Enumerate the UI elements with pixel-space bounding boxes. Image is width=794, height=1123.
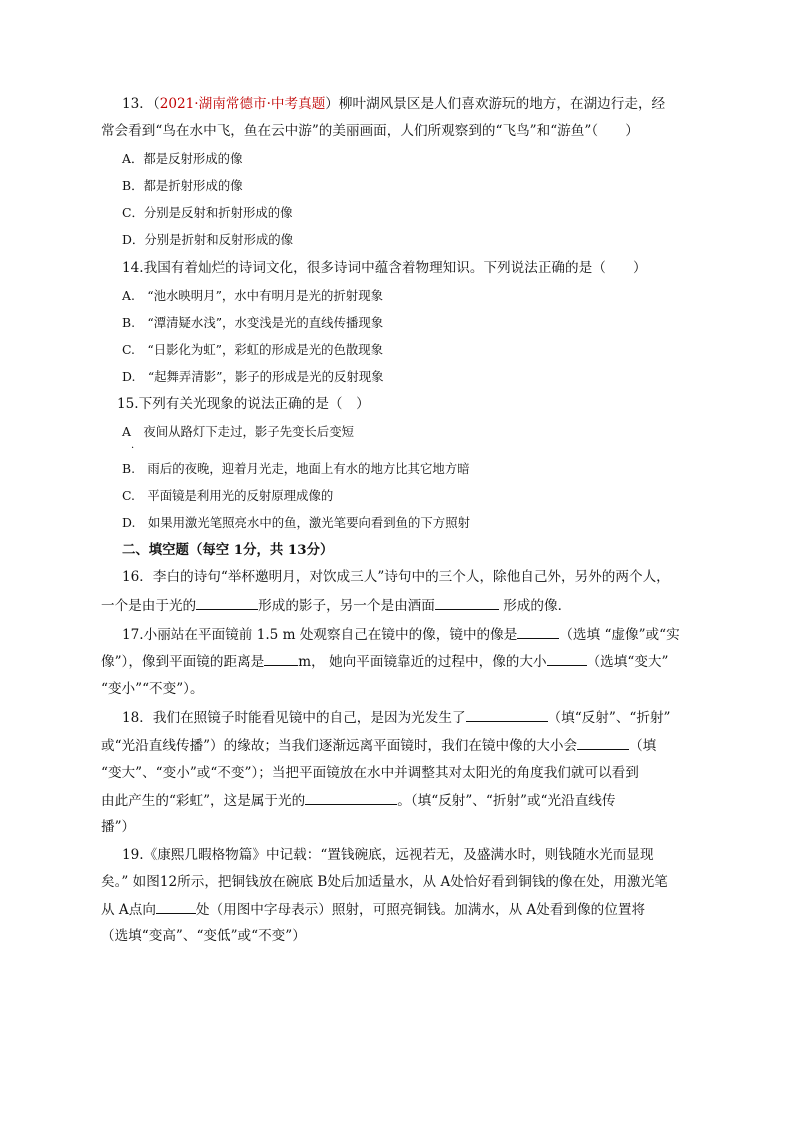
- q13-option-d: D．分别是折射和反射形成的像: [122, 232, 294, 247]
- answer-blank[interactable]: [305, 790, 397, 805]
- q18-line-3: “变大”、“变小”或“不变”）；当把平面镜放在水中并调整其对太阳光的角度我们就可以看到: [101, 765, 639, 781]
- q17-line-1: [122, 624, 680, 645]
- q13-option-c: C．分别是反射和折射形成的像: [122, 205, 293, 220]
- q14-option-d: D. “起舞弄清影”，影子的形成是光的反射现象: [122, 369, 384, 384]
- q14-option-c: C. “日影化为虹”，彩虹的形成是光的色散现象: [122, 342, 384, 357]
- q14-option-b: B. “潭清疑水浅”，水变浅是光的直线传播现象: [122, 315, 384, 330]
- text: 处（用图中字母表示）照射，可照亮铜钱。加满水，从 A处看到像的位置将: [195, 902, 646, 918]
- q15-option-a: A 夜间从路灯下走过，影子先变长后变短: [122, 424, 354, 439]
- q13-line-2: 常会看到“鸟在水中飞，鱼在云中游”的美丽画面，人们所观察到的“飞鸟”和“游鱼”（ ）: [101, 123, 639, 139]
- paren-close: ）: [325, 96, 339, 112]
- text: 从 A点向: [101, 902, 156, 918]
- question-number: 13．: [122, 96, 153, 112]
- question-source: 2021·湖南常德市·中考真题: [159, 96, 326, 112]
- question-text: 柳叶湖风景区是人们喜欢游玩的地方，在湖边行走，经: [338, 96, 666, 112]
- paren-open: （: [152, 96, 160, 112]
- answer-blank[interactable]: [547, 651, 587, 666]
- text: 。（填“反射”、“折射”或“光沿直线传: [397, 793, 616, 809]
- answer-blank[interactable]: [196, 595, 258, 610]
- answer-blank[interactable]: [577, 735, 629, 750]
- text: 17.小丽站在平面镜前 1.5 m 处观察自己在镜中的像，镜中的像是: [122, 627, 518, 643]
- q19-line-4: （选填“变高”、“变低”或“不变”）: [101, 928, 306, 944]
- answer-blank[interactable]: [517, 624, 559, 639]
- q16-line-1: 16．李白的诗句“举杯邀明月，对饮成三人”诗句中的三个人，除他自己外，另外的两个人，: [122, 569, 670, 585]
- q15-option-c: C. 平面镜是利用光的反射原理成像的: [122, 488, 334, 503]
- q18-line-5: 播”）: [101, 819, 136, 835]
- q18-line-2: [101, 735, 656, 756]
- text: 一个是由于光的: [101, 598, 197, 614]
- answer-blank[interactable]: [466, 707, 548, 722]
- text: （选填“变大”: [586, 654, 669, 670]
- text: 形成的像．: [498, 598, 572, 614]
- stray-dot: ·: [131, 443, 135, 454]
- q13-option-a: A．都是反射形成的像: [122, 151, 243, 166]
- q19-line-3: [101, 899, 645, 920]
- text: 由此产生的“彩虹”，这是属于光的: [101, 793, 306, 809]
- q17-line-3: “变小”“不变”）。: [101, 681, 204, 697]
- answer-blank[interactable]: [264, 651, 298, 666]
- text: 像”），像到平面镜的距离是: [101, 654, 265, 670]
- text: （填“反射”、“折射”: [547, 710, 671, 726]
- q19-line-2: 矣。” 如图12所示，把铜钱放在碗底 B处后加适量水，从 A处恰好看到铜钱的像在处，用激光笔: [101, 874, 668, 890]
- q18-line-1: [122, 707, 671, 728]
- q17-line-2: [101, 651, 668, 672]
- q16-line-2: [101, 595, 571, 616]
- text: 18．我们在照镜子时能看见镜中的自己，是因为光发生了: [122, 710, 466, 726]
- text: 形成的影子，另一个是由酒面: [258, 598, 435, 614]
- text: （填: [629, 738, 657, 754]
- q15-option-d: D. 如果用激光笔照亮水中的鱼，激光笔要向看到鱼的下方照射: [122, 515, 470, 530]
- q13-line-1: [122, 94, 665, 114]
- q15-stem: 15.下列有关光现象的说法正确的是（ ）: [117, 396, 370, 412]
- answer-blank[interactable]: [156, 899, 196, 914]
- text: （选填 “虚像”或“实: [559, 627, 680, 643]
- q19-line-1: 19.《康熙几暇格物篇》中记载：“置钱碗底，远视若无，及盛满水时，则钱随水光而显现: [122, 847, 654, 863]
- q13-option-b: B．都是折射形成的像: [122, 178, 243, 193]
- q18-line-4: [101, 790, 615, 811]
- answer-blank[interactable]: [435, 595, 499, 610]
- q15-option-b: B. 雨后的夜晚，迎着月光走，地面上有水的地方比其它地方暗: [122, 461, 470, 476]
- q14-stem: 14.我国有着灿烂的诗词文化，很多诗词中蕴含着物理知识。下列说法正确的是（ ）: [122, 260, 647, 276]
- text: 或“光沿直线传播”）的缘故；当我们逐渐远离平面镜时，我们在镜中像的大小会: [101, 738, 578, 754]
- section-heading: 二、填空题（每空 1分，共 13分）: [122, 542, 334, 558]
- q14-option-a: A. “池水映明月”，水中有明月是光的折射现象: [122, 288, 383, 303]
- text: m， 她向平面镜靠近的过程中，像的大小: [298, 654, 547, 670]
